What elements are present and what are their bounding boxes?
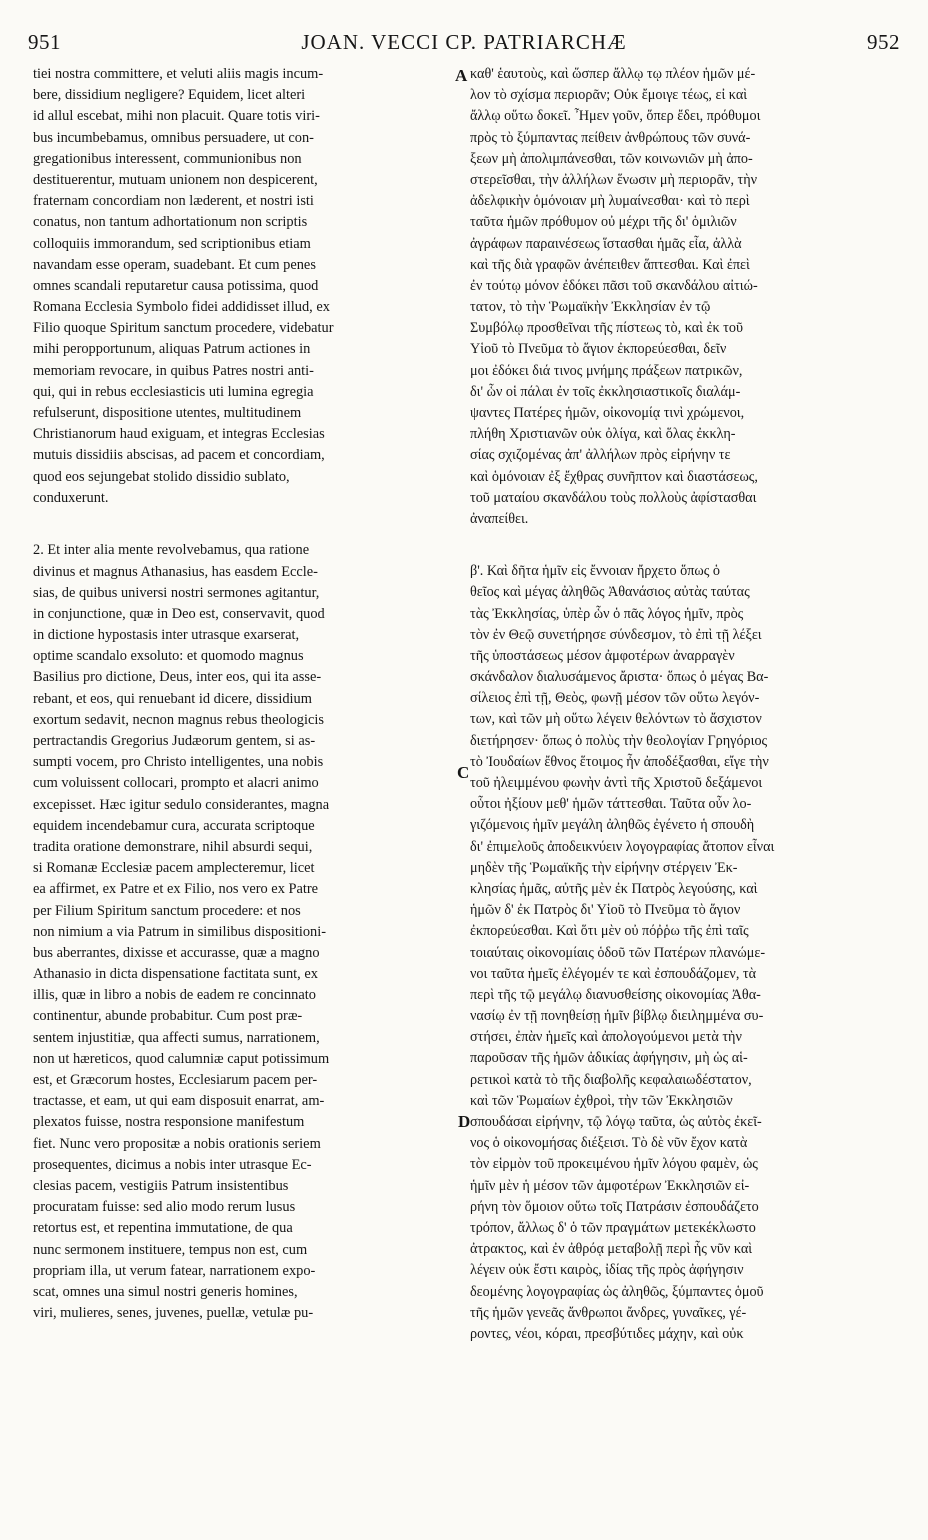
text-line: mutuis dissidiis abscisas, ad pacem et concordiam, <box>33 447 325 464</box>
text-line: ἄλλῳ οὕτω δοκεῖ. Ἦμεν γοῦν, ὅπερ ἔδει, πρόθυμοι <box>470 108 761 125</box>
text-line: ρετικοὶ κατὰ τὸ τῆς διαβολῆς κεφαλαιωδέστατον, <box>470 1071 752 1088</box>
text-line: δι' ὧν οἱ πάλαι ἐν τοῖς ἐκκλησιαστικοῖς διαλάμ- <box>470 383 741 400</box>
text-line: divinus et magnus Athanasius, has easdem Eccle- <box>33 563 318 580</box>
text-line: τῆς ἡμῶν γενεᾶς ἄνθρωποι ἄνδρες, γυναῖκες, γέ- <box>470 1304 747 1321</box>
text-line: bere, dissidium negligere? Equidem, licet alteri <box>33 87 306 104</box>
text-line: μοι ἐδόκει διά τινος μνήμης πράξεων πατρικῶν, <box>470 362 743 379</box>
text-line: retortus est, et repentina immutatione, de qua <box>33 1220 293 1237</box>
text-line: των, καὶ τῶν μὴ οὕτω λέγειν θελόντων τὸ ἄσχιστον <box>470 711 762 728</box>
text-line: fiet. Nunc vero propositæ a nobis orationis seriem <box>33 1135 321 1152</box>
text-line: τοιαύταις οἰκονομίαις ὁδοῦ τῶν Πατέρων πλανώμε- <box>470 944 766 961</box>
text-line: ἐκπορεύεσθαι. Καὶ ὅτι μὲν οὐ πόῤῥω τῆς ἐπὶ ταῖς <box>470 923 749 940</box>
text-line: bus aberrantes, dixisse et accurasse, quæ a magno <box>33 944 320 961</box>
text-line: id allul escebat, mihi non placuit. Quare totis viri- <box>33 108 320 125</box>
text-line: πλήθη Χριστιανῶν οὐκ ὀλίγα, καὶ ὅλας ἐκκλη- <box>470 426 736 443</box>
text-line: navandam esse operam, suadebant. Et cum penes <box>33 256 316 273</box>
text-line: λέγειν οὐκ ἔστι καιρὸς, ἰδίας τῆς πρὸς ἀφήγησιν <box>470 1262 744 1279</box>
text-line: si Romanæ Ecclesiæ pacem amplecteremur, licet <box>33 860 315 877</box>
text-line: σπουδάσαι εἰρήνην, τῷ λόγῳ ταῦτα, ὡς αὐτὸς ἐκεῖ- <box>470 1114 762 1130</box>
text-line: τατον, τὸ τὴν Ῥωμαϊκὴν Ἐκκλησίαν ἐν τῷ <box>470 299 711 316</box>
text-line: cum voluissent collocari, prompto et alacri animo <box>33 775 319 792</box>
text-line: περὶ τῆς τῷ μεγάλῳ διανυσθείσης οἰκονομίας Ἀθα- <box>470 986 761 1003</box>
text-line: σίας σχιζομένας ἀπ' ἀλλήλων πρὸς εἰρήνην τε <box>470 447 731 464</box>
text-line: procuratam fuisse: sed alio modo rerum lusus <box>33 1199 296 1216</box>
text-line: ψαντες Πατέρες ἡμῶν, οἰκονομίᾳ τινὶ χρώμενοι, <box>470 405 745 421</box>
text-line: ἡμῖν μὲν ἡ μέσον τῶν ἀμφοτέρων Ἐκκλησιῶν εἰ- <box>470 1177 750 1194</box>
text-line: τὰς Ἐκκλησίας, ὑπὲρ ὧν ὁ πᾶς λόγος ἡμῖν, πρὸς <box>470 605 744 622</box>
text-line: ροντες, νέοι, κόραι, πρεσβύτιδες μάχην, καὶ οὐκ <box>470 1325 744 1342</box>
text-line: σίλειος ἐπὶ τῇ, Θεὸς, φωνῇ μέσον τῶν οὕτω λεγόν- <box>470 690 760 707</box>
text-line: tractasse, et eam, ut qui eam disposuit enarrat, am- <box>33 1093 325 1110</box>
text-line: refulserunt, dispositione utentes, multitudinem <box>33 405 302 421</box>
text-line: καὶ ὁμόνοιαν ἐξ ἔχθρας συνῆπτον καὶ διαστάσεως, <box>470 468 758 485</box>
text-line: clesias pacem, vestigiis Patrum insistentibus <box>33 1177 289 1194</box>
text-line: tradita oratione demonstrare, nihil absurdi sequi, <box>33 838 313 855</box>
page-header <box>28 30 900 62</box>
text-line: prosequentes, dicimus a nobis inter utrasque Ec- <box>33 1156 312 1173</box>
text-line: in dictione hypostasis inter utrasque exarserat, <box>33 627 300 644</box>
text-line: ρήνη τὸν ὅμοιον οὕτω τοῖς Πατράσιν ἐσπουδάζετο <box>470 1198 759 1215</box>
text-line: δι' ἐπιμελοῦς ἀποδεικνύειν λογογραφίας ἄτοπον εἶναι <box>470 838 775 855</box>
text-line: Basilius pro dictione, Deus, inter eos, qui ita asse- <box>33 669 322 686</box>
text-line: ταῦτα ἡμῶν πρόθυμον οὐ μέχρι τῆς δι' ὁμιλιῶν <box>470 214 737 231</box>
text-line: δεομένης λογογραφίας ὡς ἀληθῶς, ξύμπαντες ὁμοῦ <box>470 1283 764 1300</box>
text-line: οὗτοι ἠξίουν μεθ' ἡμῶν τάττεσθαι. Ταῦτα οὖν λο- <box>470 796 752 813</box>
text-line: non ut hæreticos, quod calumniæ caput potissimum <box>33 1050 330 1067</box>
text-line: in conjunctione, quæ in Deo est, conservavit, quod <box>33 605 325 622</box>
page-number-left: 951 <box>28 30 61 54</box>
text-line: omnes scandali reputaretur causa potissima, quod <box>33 277 319 294</box>
text-line: sumpti vocem, pro Christo intelligentes, una nobis <box>33 754 324 771</box>
text-line: διετήρησεν· ὅπως ὁ πολὺς τὴν θεολογίαν Γρηγόριος <box>470 732 768 749</box>
text-line: τὸν εἱρμὸν τοῦ προκειμένου ἡμῖν λόγου φαμὲν, ὡς <box>470 1156 758 1173</box>
latin-column <box>33 64 453 1534</box>
text-line: ea affirmet, ex Patre et ex Filio, nos vero ex Patre <box>33 881 319 898</box>
text-line: κλησίας ἡμᾶς, αὐτῆς μὲν ἐκ Πατρὸς λεγούσης, καὶ <box>470 880 758 897</box>
text-line: continentur, abunde probabitur. Cum post præ- <box>33 1008 303 1025</box>
text-line: mihi peropportunum, aliquas Patrum actiones in <box>33 341 311 358</box>
text-line: 2. Et inter alia mente revolvebamus, qua ratione <box>33 542 310 559</box>
text-line: destituerentur, mutuam unionem non despicerent, <box>33 171 318 188</box>
text-line: ξεων μὴ ἀπολιμπάνεσθαι, τῶν κοινωνιῶν μὴ ἀπο- <box>470 150 753 167</box>
greek-column <box>470 64 896 1534</box>
text-line: στήσει, ἐπὰν ἡμεῖς καὶ ἀπολογούμενοι μετὰ τὴν <box>470 1029 742 1046</box>
text-line: viri, mulieres, senes, juvenes, puellæ, vetulæ pu- <box>33 1305 314 1322</box>
text-line: τρόπον, ἄλλως δ' ὁ τῶν πραγμάτων μετεκέκλωστο <box>470 1219 756 1236</box>
text-line: τῆς ὑποστάσεως μέσον ἀμφοτέρων ἀναρραγὲν <box>470 647 735 664</box>
text-line: μηδὲν τῆς Ῥωμαϊκῆς τὴν εἰρήνην στέργειν Ἐκ- <box>470 859 738 876</box>
text-line: non nimium a via Patrum in similibus dispositioni- <box>33 923 327 940</box>
text-line: quod eos sejungebat stolido dissidio sublato, <box>33 468 290 485</box>
text-line: pertractandis Gregorius Judæorum gentem, si as- <box>33 733 316 750</box>
text-line: nunc sermonem instituere, tempus non est, cum <box>33 1241 308 1258</box>
text-line: τὸ Ἰουδαίων ἔθνος ἕτοιμος ἦν ἀποδέξασθαι, εἴγε τὴν <box>470 753 769 770</box>
text-line: gregationibus interessent, communionibus non <box>33 150 302 167</box>
text-line: tiei nostra committere, et veluti aliis magis incum- <box>33 66 324 82</box>
text-line: τοῦ ἠλειμμένου φωνὴν ἀντὶ τῆς Χριστοῦ δεξάμενοι <box>470 775 763 791</box>
text-line: fraternam concordiam non læderent, et nostri isti <box>33 193 314 210</box>
text-line: παροῦσαν τῆς ἡμῶν ἀδικίας ἀφήγησιν, μὴ ὡς αἱ- <box>470 1050 748 1067</box>
text-line: νοι ταῦτα ἡμεῖς ἐλέγομέν τε καὶ ἐσπουδάζομεν, τὰ <box>470 965 757 982</box>
margin-marker-d: D <box>458 1112 471 1131</box>
text-line: Συμβόλῳ προσθεῖναι τῆς πίστεως τὸ, καὶ ἐκ τοῦ <box>470 320 743 337</box>
text-line: colloquiis immorandum, sed scriptionibus etiam <box>33 235 311 252</box>
text-line: ἀδελφικὴν ὁμόνοιαν μὴ λυμαίνεσθαι· καὶ τὸ περὶ <box>470 193 750 210</box>
margin-marker-c: C <box>457 763 470 782</box>
text-line: sias, de quibus universi nostri sermones agitantur, <box>33 584 320 601</box>
text-line: ἀναπείθει. <box>470 510 529 527</box>
page-number-right: 952 <box>867 30 900 54</box>
text-line: sentem injustitiæ, qua affecti sumus, narrationem, <box>33 1029 320 1046</box>
text-line: ἀτρακτος, καὶ ἐν ἀθρόᾳ μεταβολῇ περὶ ἧς νῦν καὶ <box>470 1241 753 1258</box>
paragraph-gap <box>33 509 453 540</box>
text-line: καθ' ἑαυτοὺς, καὶ ὥσπερ ἄλλῳ τῳ πλέον ἡμῶν μέ- <box>470 66 756 82</box>
text-line: νασίῳ ἐν τῇ πονηθείσῃ ἡμῖν βίβλῳ διειλημμένα συ- <box>470 1008 764 1025</box>
text-line: Athanasio in dicta dispensatione factitata sunt, ex <box>33 966 318 983</box>
text-line: ἀγράφων παραινέσεως ἵστασθαι ἡμᾶς εἶα, ἀλλὰ <box>470 235 742 252</box>
text-line: rebant, et eos, qui renuebant id dicere, dissidium <box>33 690 312 707</box>
text-line: est, et Græcorum hostes, Ecclesiarum pacem per- <box>33 1072 318 1089</box>
text-line: ἡμῶν δ' ἐκ Πατρὸς δι' Υἱοῦ τὸ Πνεῦμα τὸ ἅγιον <box>470 902 741 919</box>
text-line: στερεῖσθαι, τὴν ἀλλήλων ἕνωσιν μὴ περιορᾶν, τὴν <box>470 171 758 188</box>
text-line: optime scandalo exsoluto: et quomodo magnus <box>33 648 304 665</box>
text-line: νος ὁ οἰκονομήσας διέξεισι. Τὸ δὲ νῦν ἔχον κατὰ <box>470 1135 748 1152</box>
text-line: σκάνδαλον διαλυσάμενος ἄριστα· ὅπως ὁ μέγας Βα- <box>470 669 769 686</box>
text-line: conatus, non tantum adhortationum non scriptis <box>33 214 308 231</box>
text-line: exortum sedavit, necnon magnus rebus theologicis <box>33 711 324 728</box>
text-line: illis, quæ in libro a nobis de eadem re concinnato <box>33 987 316 1004</box>
text-line: memoriam revocare, in quibus Patres nostri anti- <box>33 362 314 379</box>
text-line: conduxerunt. <box>33 489 109 506</box>
text-line: per Filium Spiritum sanctum procedere: et nos <box>33 902 301 919</box>
text-line: qui, qui in rebus ecclesiasticis uti lumina egregia <box>33 383 314 400</box>
text-line: γιζόμενοις ἡμῖν μεγάλη ἀληθῶς ἐγένετο ἡ σπουδὴ <box>470 817 755 834</box>
text-line: Υἱοῦ τὸ Πνεῦμα τὸ ἅγιον ἐκπορεύεσθαι, δεῖν <box>470 341 727 358</box>
text-line: ἐν τούτῳ μόνον ἐδόκει πᾶσι τοῦ σκανδάλου αἰτιώ- <box>470 277 758 294</box>
text-line: excepisset. Hæc igitur sedulo considerantes, magna <box>33 796 330 813</box>
text-line: plexatos fuisse, nostra responsione manifestum <box>33 1114 305 1131</box>
text-line: Romana Ecclesia Symbolo fidei addidisset illud, ex <box>33 299 330 316</box>
text-line: bus incumbebamus, omnibus persuadere, ut con- <box>33 129 314 146</box>
text-line: Filio quoque Spiritum sanctum procedere, videbatur <box>33 320 334 337</box>
text-line: scat, omnes una simul nostri generis homines, <box>33 1283 298 1300</box>
text-line: equidem incendebamur cura, accurata scriptoque <box>33 817 315 834</box>
text-line: θεῖος καὶ μέγας ἀληθῶς Ἀθανάσιος αὐτὰς ταύτας <box>470 584 750 601</box>
running-title: JOAN. VECCI CP. PATRIARCHÆ <box>301 30 627 54</box>
margin-marker-a: A <box>455 66 468 85</box>
text-line: τὸν ἐν Θεῷ συνετήρησε σύνδεσμον, τὸ ἐπὶ τῇ λέξει <box>470 626 762 643</box>
text-line: πρὸς τὸ ξύμπαντας πείθειν ἀνθρώπους τῶν συνά- <box>470 129 751 146</box>
text-line: τοῦ ματαίου σκανδάλου τοὺς πολλοὺς ἀφίστασθαι <box>470 489 757 506</box>
text-line: καὶ τῶν Ῥωμαίων ἐχθροὶ, τὴν τῶν Ἐκκλησιῶν <box>470 1092 733 1109</box>
text-line: λον τὸ σχίσμα περιορᾶν; Οὐκ ἔμοιγε τέως, εἰ καὶ <box>470 87 748 104</box>
text-line: Christianorum haud exiguam, et integras Ecclesias <box>33 426 325 443</box>
text-line: καὶ τῆς διὰ γραφῶν ἀνέπειθεν ἅπτεσθαι. Καὶ ἐπεὶ <box>470 256 750 273</box>
text-line: propriam illa, ut verum fatear, narrationem expo- <box>33 1262 316 1279</box>
text-line: β'. Καὶ δῆτα ἡμῖν εἰς ἔννοιαν ἤρχετο ὅπως ὁ <box>470 563 720 580</box>
